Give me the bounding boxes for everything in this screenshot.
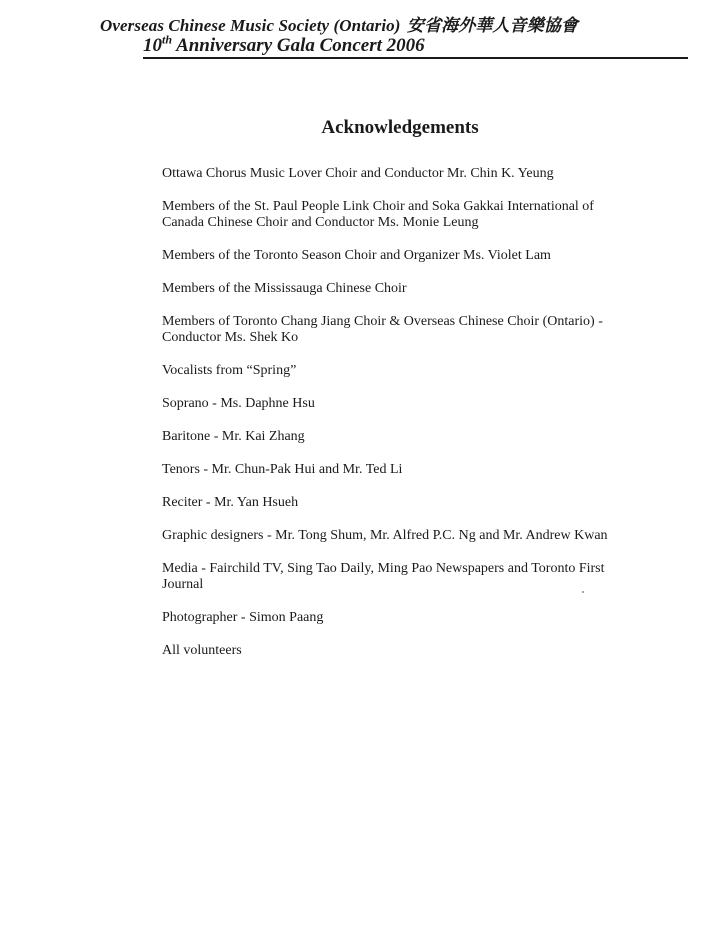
acknowledgement-item: Baritone - Mr. Kai Zhang [162,429,305,444]
acknowledgement-item: Members of the St. Paul People Link Choir and Soka Gakkai International of Canada Chinese Choir and Conductor Ms. Monie Leung [162,199,594,230]
acknowledgement-item: Soprano - Ms. Daphne Hsu [162,396,315,411]
acknowledgement-item: Vocalists from “Spring” [162,363,297,378]
concert-title [143,32,425,57]
acknowledgement-item: Graphic designers - Mr. Tong Shum, Mr. Alfred P.C. Ng and Mr. Andrew Kwan [162,528,608,543]
acknowledgement-item: Members of the Mississauga Chinese Choir [162,281,407,296]
acknowledgement-item: Tenors - Mr. Chun-Pak Hui and Mr. Ted Li [162,462,403,477]
organization-name-chinese: 安省海外華人音樂協會 [406,16,578,35]
concert-number: 10 [143,35,162,56]
organization-name: Overseas Chinese Music Society (Ontario) [100,16,401,35]
concert-title-text: Anniversary Gala Concert 2006 [176,35,425,56]
concert-number-suffix: th [162,32,173,47]
acknowledgement-item: Reciter - Mr. Yan Hsueh [162,495,299,510]
header-rule [143,57,688,59]
acknowledgement-item: Ottawa Chorus Music Lover Choir and Conductor Mr. Chin K. Yeung [162,166,554,181]
acknowledgement-item: Members of Toronto Chang Jiang Choir & Overseas Chinese Choir (Ontario) - Conductor Ms. Shek Ko [162,314,603,345]
acknowledgement-item: Media - Fairchild TV, Sing Tao Daily, Ming Pao Newspapers and Toronto First Journal [162,561,605,592]
scan-speck [582,591,584,593]
acknowledgement-item: All volunteers [162,643,242,658]
page-title: Acknowledgements [321,116,479,138]
acknowledgement-item: Photographer - Simon Paang [162,610,324,625]
acknowledgement-item: Members of the Toronto Season Choir and Organizer Ms. Violet Lam [162,248,551,263]
acknowledgements-list [162,166,637,676]
